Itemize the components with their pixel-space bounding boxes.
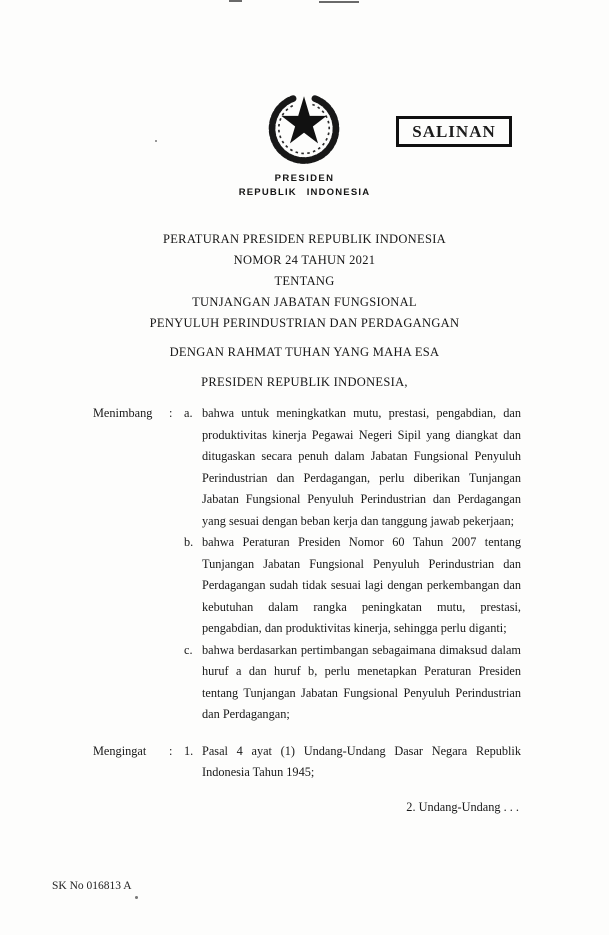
document-body	[93, 403, 521, 818]
document-control-number: SK No 016813 A	[52, 880, 132, 892]
menimbang-colon: :	[169, 406, 173, 420]
letterhead-republik-indonesia: REPUBLIK INDONESIA	[238, 187, 371, 198]
presidential-seal-icon	[261, 86, 347, 170]
title-block	[0, 229, 609, 393]
item-text: bahwa berdasarkan pertimbangan sebagaimana dimaksud dalam huruf a dan huruf b, perlu menetapkan Peraturan Presiden tentang Tunjangan Jabatan Fungsional Penyuluh Perindustrian dan Perdagangan;	[202, 642, 521, 721]
salinan-stamp	[396, 116, 512, 147]
subject-line-1: TUNJANGAN JABATAN FUNGSIONAL	[192, 295, 417, 309]
preamble-line: DENGAN RAHMAT TUHAN YANG MAHA ESA	[169, 345, 440, 359]
mengingat-item-1	[184, 741, 521, 784]
item-marker: a.	[184, 406, 193, 420]
menimbang-section	[93, 403, 521, 726]
regulation-number-line: NOMOR 24 TAHUN 2021	[233, 253, 376, 267]
item-marker: 1.	[184, 743, 194, 758]
scan-artifact	[319, 1, 359, 3]
scan-artifact	[155, 140, 157, 142]
menimbang-item-c	[184, 640, 521, 726]
presidential-emblem	[261, 86, 347, 170]
mengingat-colon: :	[169, 743, 173, 758]
catchword-continuation: 2. Undang-Undang . . .	[406, 799, 519, 814]
salinan-stamp-label: SALINAN	[412, 121, 496, 141]
menimbang-item-b	[184, 532, 521, 640]
menimbang-item-a	[184, 403, 521, 532]
mengingat-label: Mengingat	[93, 743, 147, 758]
menimbang-label: Menimbang	[93, 406, 153, 420]
tentang-line: TENTANG	[274, 274, 335, 288]
issuer-line: PRESIDEN REPUBLIK INDONESIA,	[201, 375, 408, 389]
letterhead	[0, 173, 609, 198]
scan-artifact	[229, 0, 242, 2]
regulation-title-line: PERATURAN PRESIDEN REPUBLIK INDONESIA	[163, 232, 446, 246]
mengingat-section	[93, 741, 521, 784]
item-text: Pasal 4 ayat (1) Undang-Undang Dasar Negara Republik Indonesia Tahun 1945;	[202, 743, 521, 779]
item-marker: b.	[184, 535, 194, 549]
subject-line-2: PENYULUH PERINDUSTRIAN DAN PERDAGANGAN	[149, 316, 460, 330]
item-marker: c.	[184, 642, 193, 657]
scan-artifact	[135, 896, 138, 899]
item-text: bahwa untuk meningkatkan mutu, prestasi, pengabdian, dan produktivitas kinerja Pegawai Negeri Sipil yang diangkat dan ditugaskan secara penuh dalam Jabatan Fungsional Penyuluh Perindustrian dan Perdagangan, perlu diberikan Tunjangan Jabatan Fungsional Penyuluh Perindustrian dan Perdagangan yang sesuai dengan beban kerja dan tanggung jawab pekerjaan;	[202, 406, 521, 528]
letterhead-presiden: PRESIDEN	[274, 173, 335, 184]
item-text: bahwa Peraturan Presiden Nomor 60 Tahun 2007 tentang Tunjangan Jabatan Fungsional Penyuluh Perindustrian dan Perdagangan sudah tidak sesuai lagi dengan perkembangan dan kebutuhan dalam rangka peningkatan mutu, prestasi, pengabdian, dan produktivitas kinerja, sehingga perlu diganti;	[202, 535, 521, 635]
